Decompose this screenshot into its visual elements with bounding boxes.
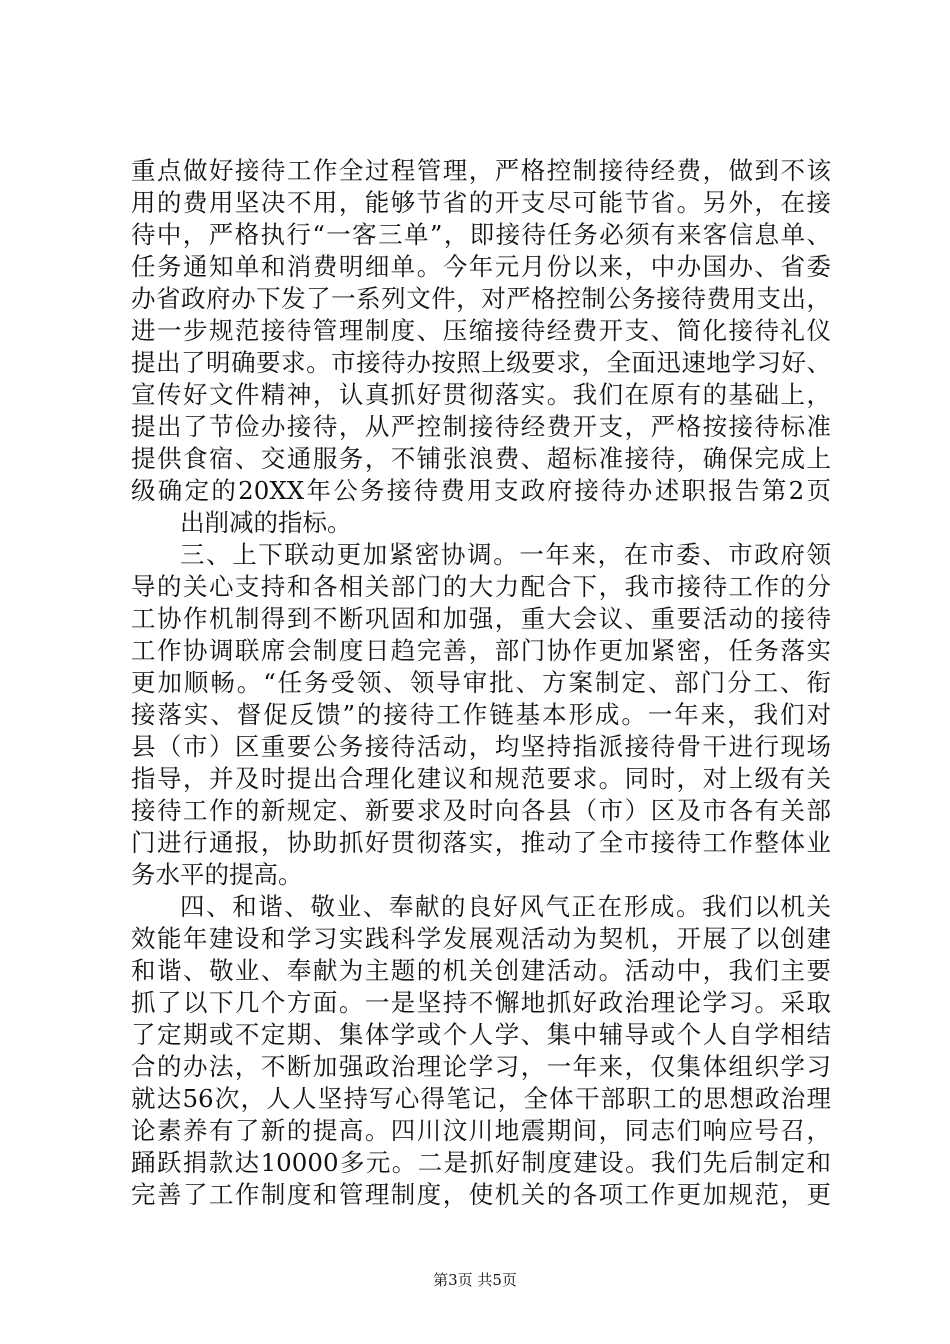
text-line: 宣传好文件精神，认真抓好贯彻落实。我们在原有的基础上，	[131, 380, 831, 409]
text-line: 指导，并及时提出合理化建议和规范要求。同时，对上级有关	[131, 764, 831, 793]
text-line: 工作协调联席会制度日趋完善，部门协作更加紧密，任务落实	[131, 636, 831, 665]
document-body	[131, 155, 831, 1211]
text-line: 完善了工作制度和管理制度，使机关的各项工作更加规范，更	[131, 1180, 831, 1209]
text-line: 任务通知单和消费明细单。今年元月份以来，中办国办、省委	[131, 252, 831, 281]
text-line: 重点做好接待工作全过程管理，严格控制接待经费，做到不该	[131, 156, 831, 185]
text-line: 更加顺畅。“任务受领、领导审批、方案制定、部门分工、衔	[131, 668, 831, 697]
text-line: 抓了以下几个方面。一是坚持不懈地抓好政治理论学习。采取	[131, 988, 831, 1017]
text-line: 效能年建设和学习实践科学发展观活动为契机，开展了以创建	[131, 924, 831, 953]
paragraph-four-first-line: 四、和谐、敬业、奉献的良好风气正在形成。我们以机关	[180, 892, 831, 921]
text-line: 工协作机制得到不断巩固和加强，重大会议、重要活动的接待	[131, 604, 831, 633]
text-line: 提出了节俭办接待，从严控制接待经费开支，严格按接待标准	[131, 412, 831, 441]
text-line: 级确定的20XX年公务接待费用支政府接待办述职报告第2页	[131, 476, 831, 505]
text-line: 门进行通报，协助抓好贯彻落实，推动了全市接待工作整体业	[131, 828, 831, 857]
text-line: 接落实、督促反馈”的接待工作链基本形成。一年来，我们对	[131, 700, 831, 729]
text-line: 出削减的指标。	[180, 508, 352, 537]
text-line: 用的费用坚决不用，能够节省的开支尽可能节省。另外，在接	[131, 188, 831, 217]
text-line: 进一步规范接待管理制度、压缩接待经费开支、简化接待礼仪	[131, 316, 831, 345]
text-line: 合的办法，不断加强政治理论学习，一年来，仅集体组织学习	[131, 1052, 831, 1081]
text-line: 踊跃捐款达10000多元。二是抓好制度建设。我们先后制定和	[131, 1148, 831, 1177]
text-line: 导的关心支持和各相关部门的大力配合下，我市接待工作的分	[131, 572, 831, 601]
text-line: 和谐、敬业、奉献为主题的机关创建活动。活动中，我们主要	[131, 956, 831, 985]
text-line: 接待工作的新规定、新要求及时向各县（市）区及市各有关部	[131, 796, 831, 825]
text-line: 办省政府办下发了一系列文件，对严格控制公务接待费用支出，	[131, 284, 831, 313]
page-number-footer: 第3页 共5页	[433, 1271, 517, 1289]
text-line: 提供食宿、交通服务，不铺张浪费、超标准接待，确保完成上	[131, 444, 831, 473]
text-line: 就达56次，人人坚持写心得笔记，全体干部职工的思想政治理	[131, 1084, 831, 1113]
paragraph-three-first-line: 三、上下联动更加紧密协调。一年来，在市委、市政府领	[180, 540, 831, 569]
text-line: 务水平的提高。	[131, 860, 303, 889]
text-line: 了定期或不定期、集体学或个人学、集中辅导或个人自学相结	[131, 1020, 831, 1049]
text-line: 县（市）区重要公务接待活动，均坚持指派接待骨干进行现场	[131, 732, 831, 761]
text-line: 论素养有了新的提高。四川汶川地震期间，同志们响应号召，	[131, 1116, 831, 1145]
text-line: 提出了明确要求。市接待办按照上级要求，全面迅速地学习好、	[131, 348, 831, 377]
text-line: 待中，严格执行“一客三单”，即接待任务必须有来客信息单、	[131, 220, 831, 249]
